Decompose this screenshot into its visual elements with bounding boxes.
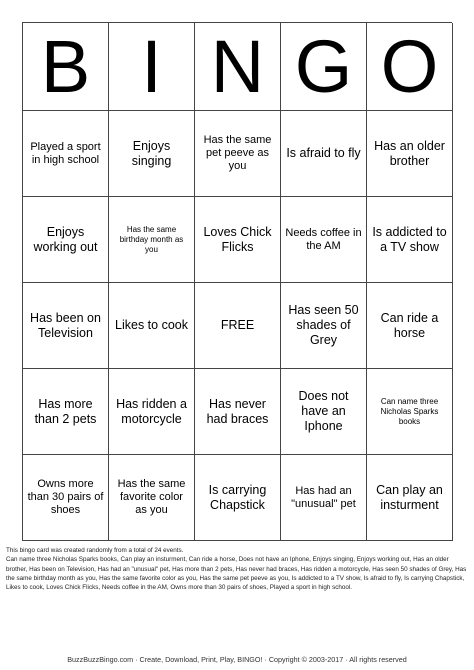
event-list-note: [6, 546, 468, 593]
bingo-cell: Has been on Television: [23, 283, 109, 369]
bingo-card: [22, 22, 452, 541]
bingo-cell: Is carrying Chapstick: [195, 455, 281, 541]
event-list: Can name three Nicholas Sparks books, Can play an insturment, Can ride a horse, Does not have an Iphone, Enjoys singing, Enjoys working out, Has an older brother, Has been on Television, Has had an "unusual" pet, Has more than 2 pets, Has never had braces, Has ridden a motorcycle, Has seen 50 shades of Grey, Has the same birthday month as you, Has the same favorite color as you, Has the same pet peeve as you, Is addicted to a TV show, Is afraid to fly, Is carrying Chapstick, Likes to cook, Loves Chick Flicks, Needs coffee in the AM, Owns more than 30 pairs of shoes, Played a sport in high school.: [6, 556, 467, 592]
free-space-cell: FREE: [195, 283, 281, 369]
bingo-cell: Enjoys singing: [109, 111, 195, 197]
bingo-cell: Owns more than 30 pairs of shoes: [23, 455, 109, 541]
header-letter-i: I: [109, 23, 195, 111]
header-letter-g: G: [281, 23, 367, 111]
bingo-cell: Is afraid to fly: [281, 111, 367, 197]
bingo-cell: Can play an insturment: [367, 455, 453, 541]
bingo-cell: Has the same birthday month as you: [109, 197, 195, 283]
bingo-cell: Has ridden a motorcycle: [109, 369, 195, 455]
bingo-cell: Has seen 50 shades of Grey: [281, 283, 367, 369]
bingo-cell: Likes to cook: [109, 283, 195, 369]
bingo-cell: Has more than 2 pets: [23, 369, 109, 455]
bingo-cell: Has had an "unusual" pet: [281, 455, 367, 541]
header-letter-n: N: [195, 23, 281, 111]
bingo-cell: Needs coffee in the AM: [281, 197, 367, 283]
bingo-cell: Played a sport in high school: [23, 111, 109, 197]
event-list-intro: This bingo card was created randomly from a total of 24 events.: [6, 547, 184, 554]
bingo-cell: Has the same favorite color as you: [109, 455, 195, 541]
bingo-cell: Has the same pet peeve as you: [195, 111, 281, 197]
header-letter-o: O: [367, 23, 453, 111]
bingo-cell: Can ride a horse: [367, 283, 453, 369]
bingo-cell: Has an older brother: [367, 111, 453, 197]
header-letter-b: B: [23, 23, 109, 111]
bingo-cell: Loves Chick Flicks: [195, 197, 281, 283]
bingo-cell: Can name three Nicholas Sparks books: [367, 369, 453, 455]
bingo-cell: Is addicted to a TV show: [367, 197, 453, 283]
bingo-cell: Does not have an Iphone: [281, 369, 367, 455]
bingo-cell: Enjoys working out: [23, 197, 109, 283]
bingo-cell: Has never had braces: [195, 369, 281, 455]
copyright-line: BuzzBuzzBingo.com · Create, Download, Print, Play, BINGO! · Copyright © 2003-2017 · All rights reserved: [67, 655, 407, 664]
